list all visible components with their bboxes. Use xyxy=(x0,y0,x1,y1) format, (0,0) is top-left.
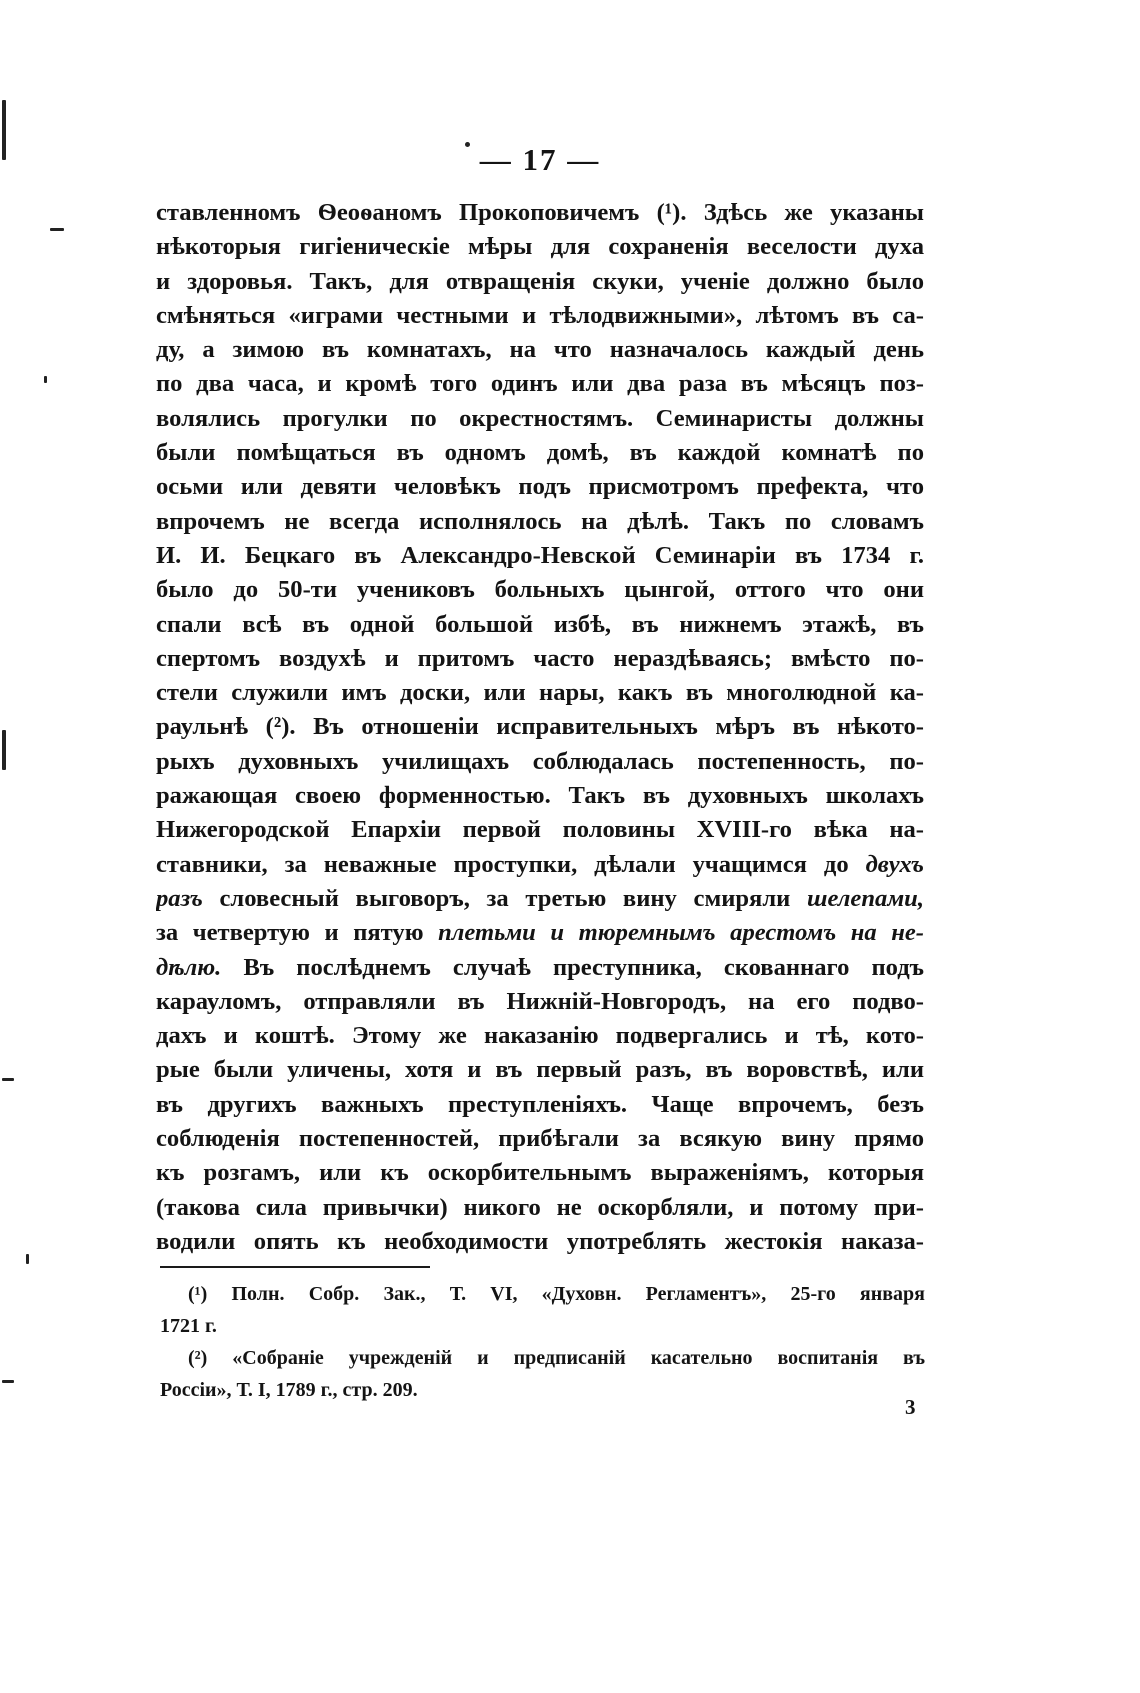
footnotes xyxy=(160,1278,925,1406)
text-line: ражающая своею форменностью. Такъ въ духовныхъ школахъ xyxy=(156,782,924,810)
scan-speck xyxy=(44,376,47,383)
text-segment: ставники, за неважные проступки, дѣлали учащимся до xyxy=(156,850,849,878)
scan-speck xyxy=(465,142,470,147)
text-segment: за четвертую и пятую xyxy=(156,919,424,947)
footnote-divider xyxy=(160,1266,430,1268)
text-line-mixed xyxy=(156,848,924,882)
text-line: къ розгамъ, или къ оскорбительнымъ выраженіямъ, которыя xyxy=(156,1159,924,1187)
text-line-mixed xyxy=(156,951,924,985)
scan-speck xyxy=(2,1380,14,1383)
scan-speck xyxy=(26,1254,29,1264)
italic-segment: двухъ xyxy=(865,850,924,878)
signature-mark: 3 xyxy=(905,1395,916,1419)
text-line: въ другихъ важныхъ преступленіяхъ. Чаще впрочемъ, безъ xyxy=(156,1090,924,1118)
italic-segment: разъ xyxy=(156,884,203,912)
text-line: водили опять къ необходимости употреблять жестокія наказа- xyxy=(156,1227,924,1255)
main-text xyxy=(156,196,924,1259)
scan-speck xyxy=(2,730,6,770)
text-line: смѣняться «играми честными и тѣлодвижными», лѣтомъ въ са- xyxy=(156,301,924,329)
footnote-1-continued: 1721 г. xyxy=(160,1315,217,1337)
text-line: осьми или девяти человѣкъ подъ присмотромъ префекта, что xyxy=(156,473,924,501)
text-line: Нижегородской Епархіи первой половины XVIII-го вѣка на- xyxy=(156,816,924,844)
text-line: (такова сила привычки) никого не оскорбляли, и потому при- xyxy=(156,1193,924,1221)
italic-segment: шелепами, xyxy=(807,884,924,912)
italic-segment: плетьми и тюремнымъ арестомъ на не- xyxy=(438,919,924,947)
scan-speck xyxy=(50,228,64,231)
scan-speck xyxy=(2,1078,14,1081)
scan-speck xyxy=(2,100,6,160)
text-line: раульнѣ (²). Въ отношеніи исправительныхъ мѣръ въ нѣкото- xyxy=(156,713,924,741)
italic-segment: дѣлю. xyxy=(156,953,222,981)
text-line: рыхъ духовныхъ училищахъ соблюдалась постепенность, по- xyxy=(156,747,924,775)
text-line: по два часа, и кромѣ того одинъ или два раза въ мѣсяцъ поз- xyxy=(156,370,924,398)
text-line: рые были уличены, хотя и въ первый разъ, въ воровствѣ, или xyxy=(156,1056,924,1084)
text-line: спертомъ воздухѣ и притомъ часто нераздѣваясь; вмѣсто по- xyxy=(156,644,924,672)
text-segment: словесный выговоръ, за третью вину смиряли xyxy=(219,884,791,912)
footnote-1: (¹) Полн. Собр. Зак., Т. VI, «Духовн. Регламентъ», 25-го января xyxy=(188,1283,925,1305)
text-line: нѣкоторыя гигіеническіе мѣры для сохраненія веселости духа xyxy=(156,233,924,261)
text-line: были помѣщаться въ одномъ домѣ, въ каждой комнатѣ по xyxy=(156,439,924,467)
text-line: карауломъ, отправляли въ Нижній-Новгородъ, на его подво- xyxy=(156,987,924,1015)
text-line: дахъ и коштѣ. Этому же наказанію подвергались и тѣ, кото- xyxy=(156,1022,924,1050)
footnote-2: (²) «Собраніе учрежденій и предписаній касательно воспитанія въ xyxy=(188,1347,925,1369)
footnote-2-continued: Россіи», Т. I, 1789 г., стр. 209. xyxy=(160,1379,418,1401)
text-line: ставленномъ Ѳеоѳаномъ Прокоповичемъ (¹). Здѣсь же указаны xyxy=(156,199,924,226)
text-line: было до 50-ти учениковъ больныхъ цынгой, оттого что они xyxy=(156,576,924,604)
text-line-mixed xyxy=(156,916,924,950)
text-line: волялись прогулки по окрестностямъ. Семинаристы должны xyxy=(156,404,924,432)
text-segment: Въ послѣднемъ случаѣ преступника, скованнаго подъ xyxy=(243,953,924,981)
text-line: впрочемъ не всегда исполнялось на дѣлѣ. Такъ по словамъ xyxy=(156,507,924,535)
text-line: стели служили имъ доски, или нары, какъ въ многолюдной ка- xyxy=(156,679,924,707)
text-line: И. И. Бецкаго въ Александро-Невской Семинаріи въ 1734 г. xyxy=(156,541,924,569)
page-number: — 17 — xyxy=(479,142,601,177)
text-line: ду, а зимою въ комнатахъ, на что назначалось каждый день xyxy=(156,336,924,364)
text-line: спали всѣ въ одной большой избѣ, въ нижнемъ этажѣ, въ xyxy=(156,610,924,638)
text-line: и здоровья. Такъ, для отвращенія скуки, ученіе должно было xyxy=(156,267,924,295)
text-line-mixed xyxy=(156,882,924,916)
text-line: соблюденія постепенностей, прибѣгали за всякую вину прямо xyxy=(156,1125,924,1153)
